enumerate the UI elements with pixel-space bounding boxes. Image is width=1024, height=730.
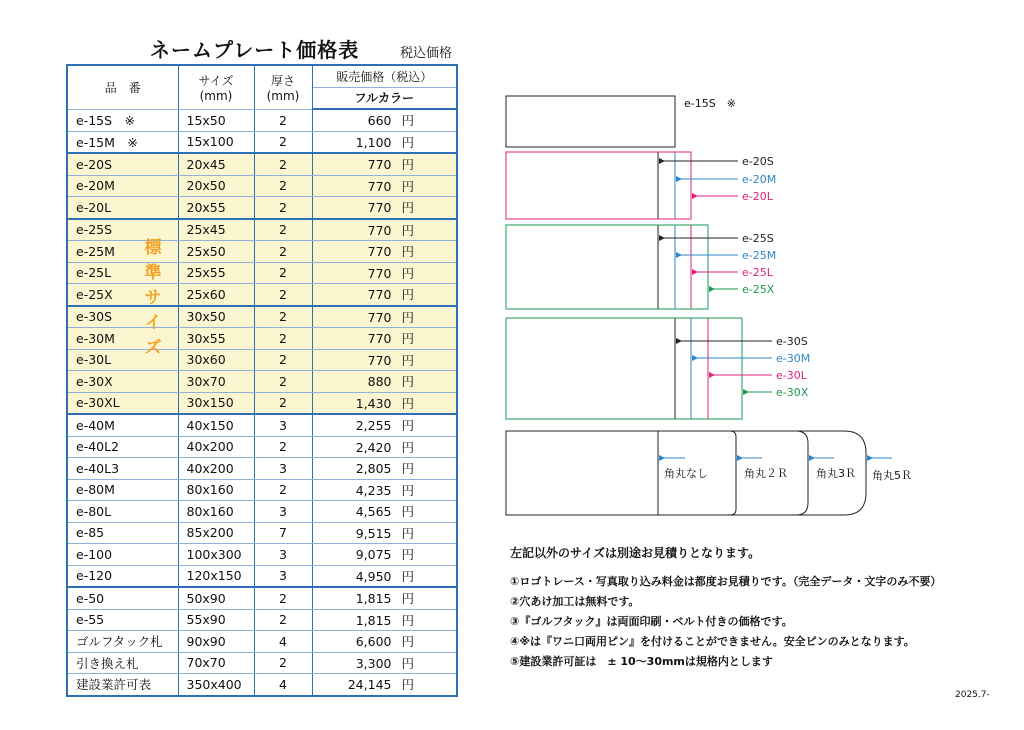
price-value: 660 [367,113,392,129]
label-e30m: e-30M [776,352,811,365]
cell-size: 30x70 [178,371,254,393]
cell-size: 50x90 [178,587,254,609]
price-value: 9,075 [355,547,392,563]
cell-item: e-20S [67,153,178,175]
header-size-unit: (mm) [199,88,233,103]
yen-unit: 円 [401,634,414,650]
plate-e30m-outline [506,318,691,419]
cell-item: e-30XL [67,392,178,414]
label-corner-2r: 角丸２Ｒ [744,467,788,480]
yen-unit: 円 [401,568,414,584]
label-e20l: e-20L [742,190,773,203]
price-value: 1,100 [355,134,392,150]
yen-unit: 円 [401,244,414,260]
yen-unit: 円 [401,222,414,238]
price-value: 4,565 [355,504,392,520]
cell-item: e-30X [67,371,178,393]
label-e20s: e-20S [742,155,774,168]
cell-size: 20x55 [178,197,254,219]
note-item: ②穴あけ加工は無料です。 [510,595,640,608]
label-e20m: e-20M [742,173,777,186]
price-value: 770 [367,178,392,194]
page-title: ネームプレート価格表 [150,38,360,62]
standard-label-char: ズ [144,338,162,358]
cell-item: 建設業許可表 [67,674,178,696]
cell-item: e-40L2 [67,436,178,458]
yen-unit: 円 [401,265,414,281]
label-corner-3r: 角丸3Ｒ [816,467,856,480]
cell-thickness: 2 [254,284,312,306]
cell-item: e-120 [67,565,178,587]
yen-unit: 円 [401,612,414,628]
yen-unit: 円 [401,591,414,607]
cell-thickness: 2 [254,328,312,350]
label-e30l: e-30L [776,369,807,382]
plate-e30-base [506,318,675,419]
notes [510,544,941,673]
cell-thickness: 3 [254,544,312,566]
note-item: ⑤建設業許可証は ± 10〜30mmは規格内とします [510,655,773,668]
label-e30x: e-30X [776,386,809,399]
header-full-color: フルカラー [312,87,457,109]
cell-thickness: 4 [254,631,312,653]
cell-thickness: 3 [254,565,312,587]
cell-size: 40x150 [178,414,254,436]
cell-size: 25x50 [178,241,254,263]
price-value: 880 [367,374,392,390]
cell-size: 15x100 [178,131,254,153]
standard-label-char: 準 [144,263,162,283]
cell-thickness: 2 [254,153,312,175]
standard-label-char: サ [144,288,162,308]
cell-item: e-100 [67,544,178,566]
cell-size: 25x55 [178,262,254,284]
yen-unit: 円 [401,504,414,520]
plate-e15 [506,96,675,147]
cell-item: e-50 [67,587,178,609]
price-value: 9,515 [355,525,392,541]
cell-thickness: 2 [254,306,312,328]
cell-thickness: 2 [254,131,312,153]
cell-item: e-25X [67,284,178,306]
cell-thickness: 2 [254,479,312,501]
cell-item: e-15M ※ [67,131,178,153]
header-price: 販売価格（税込） [312,65,457,87]
cell-thickness: 2 [254,609,312,631]
notes-lead: 左記以外のサイズは別途お見積りとなります。 [510,546,761,560]
price-value: 3,300 [355,655,392,671]
label-e25l: e-25L [742,266,773,279]
cell-item: e-55 [67,609,178,631]
cell-thickness: 3 [254,414,312,436]
cell-size: 30x60 [178,349,254,371]
cell-item: e-30M [67,328,178,350]
price-value: 1,430 [355,395,392,411]
cell-thickness: 2 [254,241,312,263]
cell-size: 30x50 [178,306,254,328]
price-value: 770 [367,200,392,216]
cell-size: 70x70 [178,652,254,674]
cell-size: 80x160 [178,479,254,501]
cell-item: e-20M [67,175,178,197]
yen-unit: 円 [401,395,414,411]
note-item: ③『ゴルフタック』は両面印刷・ベルト付きの価格です。 [510,615,793,628]
price-value: 1,815 [355,591,392,607]
tax-note: 税込価格 [400,46,453,61]
cell-thickness: 4 [254,674,312,696]
yen-unit: 円 [401,113,414,129]
yen-unit: 円 [401,547,414,563]
plate-e20l-outline [506,152,691,219]
yen-unit: 円 [401,331,414,347]
yen-unit: 円 [401,309,414,325]
cell-thickness: 2 [254,175,312,197]
cell-size: 25x60 [178,284,254,306]
price-value: 770 [367,287,392,303]
price-value: 2,420 [355,439,392,455]
cell-thickness: 2 [254,652,312,674]
cell-item: ゴルフタック札 [67,631,178,653]
price-value: 6,600 [355,634,392,650]
note-item: ①ロゴトレース・写真取り込み料金は都度お見積りです。（完全データ・文字のみ不要） [510,575,942,588]
price-value: 770 [367,352,392,368]
price-value: 2,805 [355,461,392,477]
cell-thickness: 2 [254,349,312,371]
price-value: 770 [367,331,392,347]
plate-e25m-outline [506,225,675,309]
cell-thickness: 7 [254,522,312,544]
cell-item: e-40L3 [67,458,178,480]
yen-unit: 円 [401,178,414,194]
plate-e20m-outline [506,152,675,219]
price-value: 770 [367,157,392,173]
cell-item: e-15S ※ [67,109,178,131]
price-value: 770 [367,222,392,238]
label-e25m: e-25M [742,249,777,262]
price-value: 2,255 [355,418,392,434]
cell-item: e-20L [67,197,178,219]
cell-size: 20x50 [178,175,254,197]
yen-unit: 円 [401,482,414,498]
cell-thickness: 2 [254,262,312,284]
cell-thickness: 3 [254,458,312,480]
cell-size: 55x90 [178,609,254,631]
cell-thickness: 2 [254,371,312,393]
cell-item: e-85 [67,522,178,544]
cell-size: 40x200 [178,458,254,480]
header-item: 品 番 [67,65,178,109]
label-corner-5r: 角丸5Ｒ [872,469,912,482]
cell-item: e-30L [67,349,178,371]
cell-size: 80x160 [178,501,254,523]
label-e30s: e-30S [776,335,808,348]
yen-unit: 円 [401,525,414,541]
yen-unit: 円 [401,655,414,671]
yen-unit: 円 [401,134,414,150]
cell-item: e-25M [67,241,178,263]
label-e25s: e-25S [742,232,774,245]
yen-unit: 円 [401,418,414,434]
cell-size: 15x50 [178,109,254,131]
cell-item: e-80L [67,501,178,523]
cell-size: 350x400 [178,674,254,696]
yen-unit: 円 [401,374,414,390]
yen-unit: 円 [401,677,414,693]
cell-item: e-25L [67,262,178,284]
cell-size: 40x200 [178,436,254,458]
yen-unit: 円 [401,461,414,477]
plate-e20-base [506,152,658,219]
label-corner-none: 角丸なし [664,467,708,480]
cell-size: 90x90 [178,631,254,653]
cell-item: 引き換え札 [67,652,178,674]
cell-thickness: 2 [254,219,312,241]
standard-label-char: 標 [144,238,162,258]
header-thickness-unit: (mm) [266,88,300,103]
cell-item: e-40M [67,414,178,436]
yen-unit: 円 [401,287,414,303]
cell-thickness: 2 [254,197,312,219]
note-item: ④※は『ワニ口両用ピン』を付けることができません。安全ピンのみとなります。 [510,635,915,648]
yen-unit: 円 [401,157,414,173]
cell-thickness: 3 [254,501,312,523]
price-value: 770 [367,244,392,260]
yen-unit: 円 [401,200,414,216]
cell-size: 30x55 [178,328,254,350]
label-e25x: e-25X [742,283,775,296]
price-value: 4,235 [355,482,392,498]
plate-e25-base [506,225,658,309]
price-value: 4,950 [355,568,392,584]
price-value: 1,815 [355,612,392,628]
plate-e30l-outline [506,318,708,419]
cell-item: e-30S [67,306,178,328]
cell-size: 30x150 [178,392,254,414]
label-e15: e-15S ※ [684,97,736,110]
cell-item: e-80M [67,479,178,501]
cell-thickness: 2 [254,436,312,458]
plate-e30x-outline [506,318,742,419]
price-value: 770 [367,309,392,325]
cell-size: 85x200 [178,522,254,544]
cell-size: 25x45 [178,219,254,241]
cell-thickness: 2 [254,109,312,131]
cell-thickness: 2 [254,587,312,609]
cell-size: 100x300 [178,544,254,566]
header-size-label: サイズ [198,73,234,88]
cell-size: 20x45 [178,153,254,175]
price-value: 24,145 [347,677,392,693]
cell-item: e-25S [67,219,178,241]
standard-label-char: イ [144,313,162,333]
issue-date: 2025.7- [955,690,990,700]
header-thickness-label: 厚さ [270,73,295,88]
yen-unit: 円 [401,352,414,368]
cell-thickness: 2 [254,392,312,414]
cell-size: 120x150 [178,565,254,587]
price-value: 770 [367,265,392,281]
yen-unit: 円 [401,439,414,455]
